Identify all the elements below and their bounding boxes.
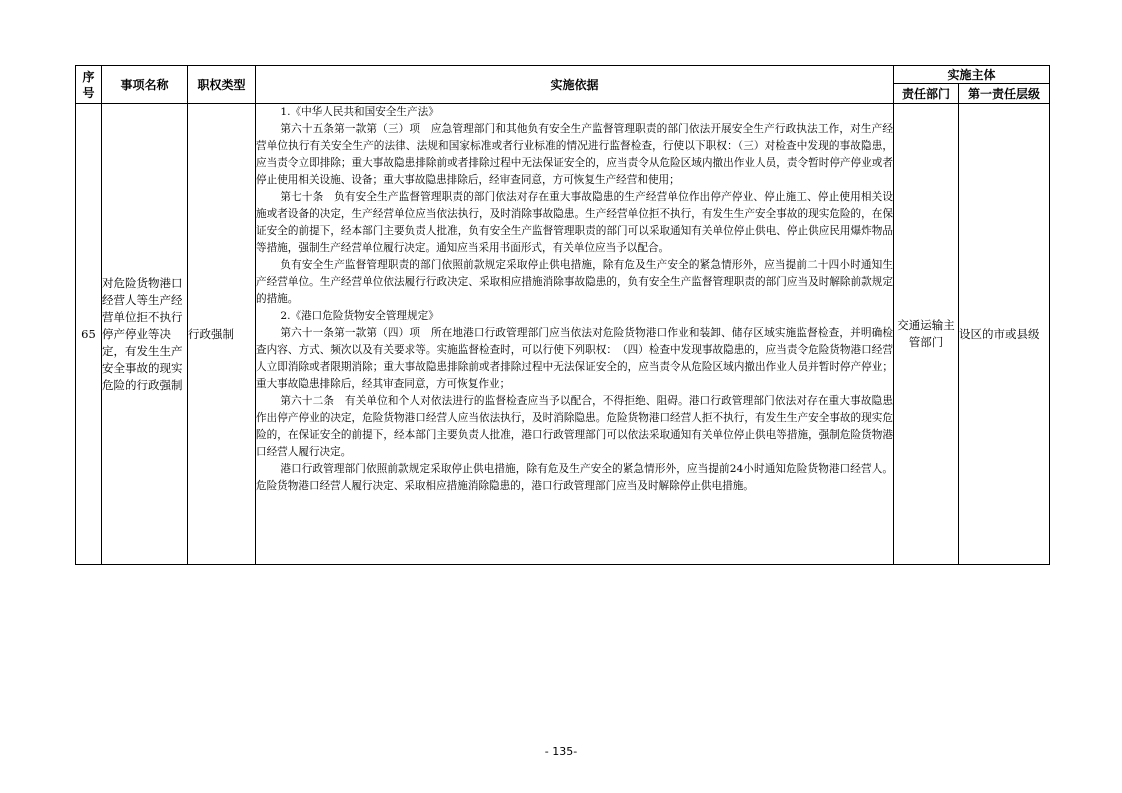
basis-paragraph: 1.《中华人民共和国安全生产法》 [280, 106, 439, 118]
basis-paragraph: 负有安全生产监督管理职责的部门依照前款规定采取停止供电措施，除有危及生产安全的紧急情形外，应当提前二十四小时通知生产经营单位。生产经营单位依法履行行政决定、采取相应措施消除事故隐患的，负有安全生产监督管理职责的部门应当及时解除前款规定的措施。 [256, 259, 893, 305]
responsibility-level: 设区的市或县级 [959, 104, 1050, 565]
page-number: - 135- [544, 745, 578, 758]
row-number: 65 [76, 104, 102, 565]
header-level: 第一责任层级 [959, 84, 1050, 104]
basis-paragraph: 2.《港口危险货物安全管理规定》 [280, 310, 439, 322]
header-subject: 实施主体 [894, 66, 1050, 84]
header-authority-type: 职权类型 [188, 66, 256, 104]
header-seq: 序号 [76, 66, 102, 104]
header-basis: 实施依据 [256, 66, 894, 104]
basis-paragraph: 第六十二条 有关单位和个人对依法进行的监督检查应当予以配合，不得拒绝、阻碍。港口行政管理部门依法对存在重大事故隐患作出停产停业的决定，危险货物港口经营人应当依法执行，及时消除隐患。危险货物港口经营人拒不执行，有发生生产安全事故的现实危险的，在保证安全的前提下，经本部门主要负责人批准，港口行政管理部门可以依法采取通知有关单位停止供电等措施，强制危险货物港口经营人履行决定。 [256, 395, 893, 458]
responsible-dept: 交通运输主管部门 [894, 104, 959, 565]
basis-paragraph: 第六十一条第一款第（四）项 所在地港口行政管理部门应当依法对危险货物港口作业和装卸、储存区域实施监督检查，并明确检查内容、方式、频次以及有关要求等。实施监督检查时，可以行使下列职权： （四）检查中发现事故隐患的，应当责令危险货物港口经营人立即消除或者限期消除；重大事故隐患排除前或者排除过程中无法保证安全的，应当责令从危险区域内撤出作业人员并暂时停产停业；重大事故隐患排除后，经其审查同意，方可恢复作业； [256, 327, 893, 390]
header-dept: 责任部门 [894, 84, 959, 104]
table-row [76, 104, 1050, 565]
item-name: 对危险货物港口经营人等生产经营单位拒不执行停产停业等决定，有发生生产安全事故的现实危险的行政强制 [102, 104, 188, 565]
authority-table [75, 65, 1050, 565]
basis-paragraph: 第七十条 负有安全生产监督管理职责的部门依法对存在重大事故隐患的生产经营单位作出停产停业、停止施工、停止使用相关设施或者设备的决定，生产经营单位应当依法执行，及时消除事故隐患。生产经营单位拒不执行，有发生生产安全事故的现实危险的，在保证安全的前提下，经本部门主要负责人批准，负有安全生产监督管理职责的部门可以采取通知有关单位停止供电、停止供应民用爆炸物品等措施，强制生产经营单位履行决定。通知应当采用书面形式，有关单位应当予以配合。 [256, 191, 893, 254]
basis-paragraph: 第六十五条第一款第（三）项 应急管理部门和其他负有安全生产监督管理职责的部门依法开展安全生产行政执法工作，对生产经营单位执行有关安全生产的法律、法规和国家标准或者行业标准的情况进行监督检查，行使以下职权：（三）对检查中发现的事故隐患，应当责令立即排除；重大事故隐患排除前或者排除过程中无法保证安全的，应当责令从危险区域内撤出作业人员，责令暂时停产停业或者停止使用相关设施、设备；重大事故隐患排除后，经审查同意，方可恢复生产经营和使用； [256, 123, 893, 186]
basis-text [256, 104, 894, 565]
authority-type: 行政强制 [188, 104, 256, 565]
basis-paragraph: 港口行政管理部门依照前款规定采取停止供电措施，除有危及生产安全的紧急情形外，应当提前24小时通知危险货物港口经营人。危险货物港口经营人履行决定、采取相应措施消除隐患的，港口行政管理部门应当及时解除停止供电措施。 [256, 463, 893, 492]
header-item-name: 事项名称 [102, 66, 188, 104]
